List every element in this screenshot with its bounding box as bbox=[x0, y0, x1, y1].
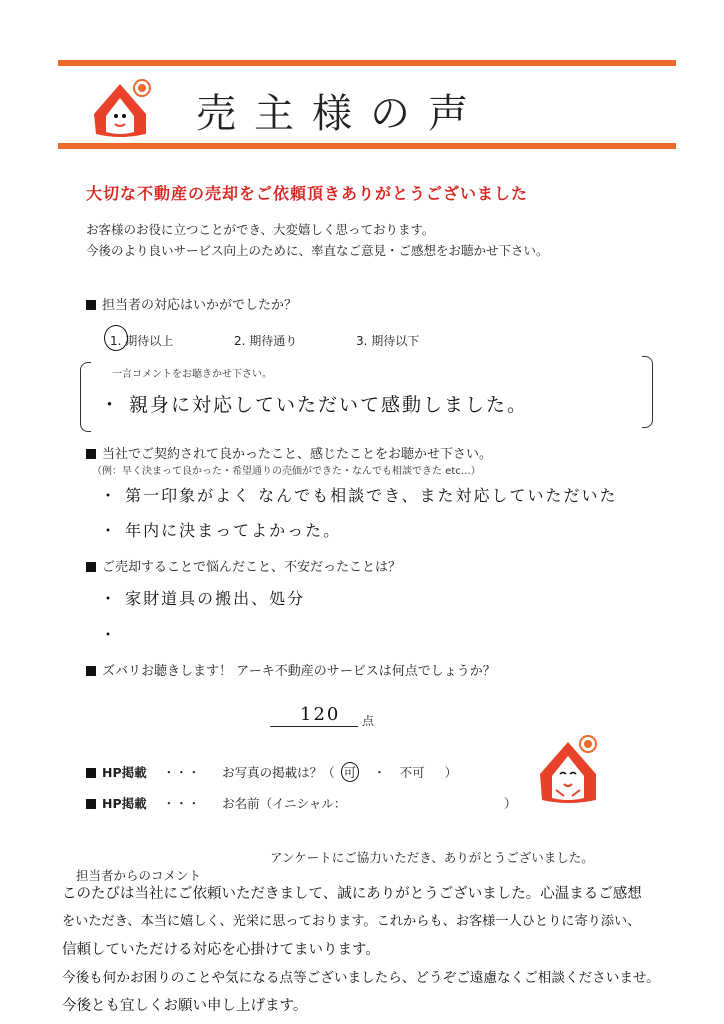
staff-comment-heading: 担当者からのコメント bbox=[76, 868, 202, 883]
photo-ok-option: 可 bbox=[341, 762, 360, 782]
header-rule-top bbox=[58, 60, 676, 66]
intro-line-2: 今後のより良いサービス向上のために、率直なご意見・ご感想をお聴かせ下さい。 bbox=[86, 243, 549, 258]
comment-bracket-right bbox=[642, 356, 653, 428]
answer-3-2: ・ bbox=[100, 625, 119, 644]
staff-comment-line-1: このたびは当社にご依頼いただきまして、誠にありがとうございました。心温まるご感想 bbox=[62, 886, 642, 902]
subtitle: 大切な不動産の売却をご依頼頂きありがとうございました bbox=[86, 184, 529, 203]
comment-bracket-left bbox=[80, 362, 91, 432]
answer-2-1: ・ 第一印象がよく なんでも相談でき、また対応していただいた bbox=[100, 486, 618, 505]
option-1-circle bbox=[104, 325, 128, 351]
intro-line-1: お客様のお役に立つことができ、大変嬉しく思っております。 bbox=[86, 222, 435, 237]
page-title: 売主様の声 bbox=[196, 91, 486, 137]
score-unit: 点 bbox=[362, 714, 375, 728]
square-bullet-icon bbox=[86, 799, 96, 809]
answer-2-2: ・ 年内に決まってよかった。 bbox=[100, 521, 342, 540]
staff-comment-line-2: をいただき、本当に嬉しく、光栄に思っております。これからも、お客様一人ひとりに寄り添い、 bbox=[62, 914, 641, 929]
staff-comment-line-4: 今後も何かお困りのことや気になる点等ございましたら、どうぞご遠慮なくご相談くださいませ。 bbox=[62, 970, 660, 986]
option-3: 3. 期待以下 bbox=[356, 334, 420, 348]
score-underline bbox=[270, 726, 358, 727]
house-mascot-illustration bbox=[536, 730, 610, 810]
house-mascot-logo bbox=[90, 74, 160, 140]
answer-3-1: ・ 家財道具の搬出、処分 bbox=[100, 589, 306, 608]
question-4: ズバリお聴きします！ アーキ不動産のサービスは何点でしょうか？ bbox=[86, 660, 496, 679]
header-rule-bottom bbox=[58, 143, 676, 149]
thanks-message: アンケートにご協力いただき、ありがとうございました。 bbox=[270, 850, 594, 865]
hp-photo-row: HP掲載 ・・・ お写真の掲載は？（ 可 ・ 不可 ） bbox=[86, 762, 457, 782]
score-value: 120 bbox=[300, 704, 341, 725]
question-2-example: （例：早く決まって良かった・希望通りの売価ができた・なんでも相談できた etc…） bbox=[92, 466, 481, 477]
square-bullet-icon bbox=[86, 768, 96, 778]
comment-answer: ・ 親身に対応していただいて感動しました。 bbox=[100, 394, 529, 416]
option-2: 2. 期待通り bbox=[234, 334, 298, 348]
square-bullet-icon bbox=[86, 666, 96, 676]
question-3: ご売却することで悩んだこと、不安だったことは？ bbox=[86, 556, 401, 575]
staff-comment-line-5: 今後とも宜しくお願い申し上げます。 bbox=[62, 998, 308, 1014]
hp-name-row: HP掲載 ・・・ お名前（イニシャル： bbox=[86, 794, 346, 812]
square-bullet-icon bbox=[86, 562, 96, 572]
question-2: 当社でご契約されて良かったこと、感じたことをお聴かせ下さい。 bbox=[86, 443, 492, 462]
square-bullet-icon bbox=[86, 300, 96, 310]
comment-prompt: 一言コメントをお聴きかせ下さい。 bbox=[112, 369, 272, 380]
option-1: 1. 期待以上 bbox=[110, 334, 174, 348]
staff-comment-line-3: 信頼していただける対応を心掛けてまいります。 bbox=[62, 942, 380, 958]
question-1: 担当者の対応はいかがでしたか？ bbox=[86, 294, 297, 313]
hp-name-close: ） bbox=[504, 796, 517, 811]
square-bullet-icon bbox=[86, 449, 96, 459]
